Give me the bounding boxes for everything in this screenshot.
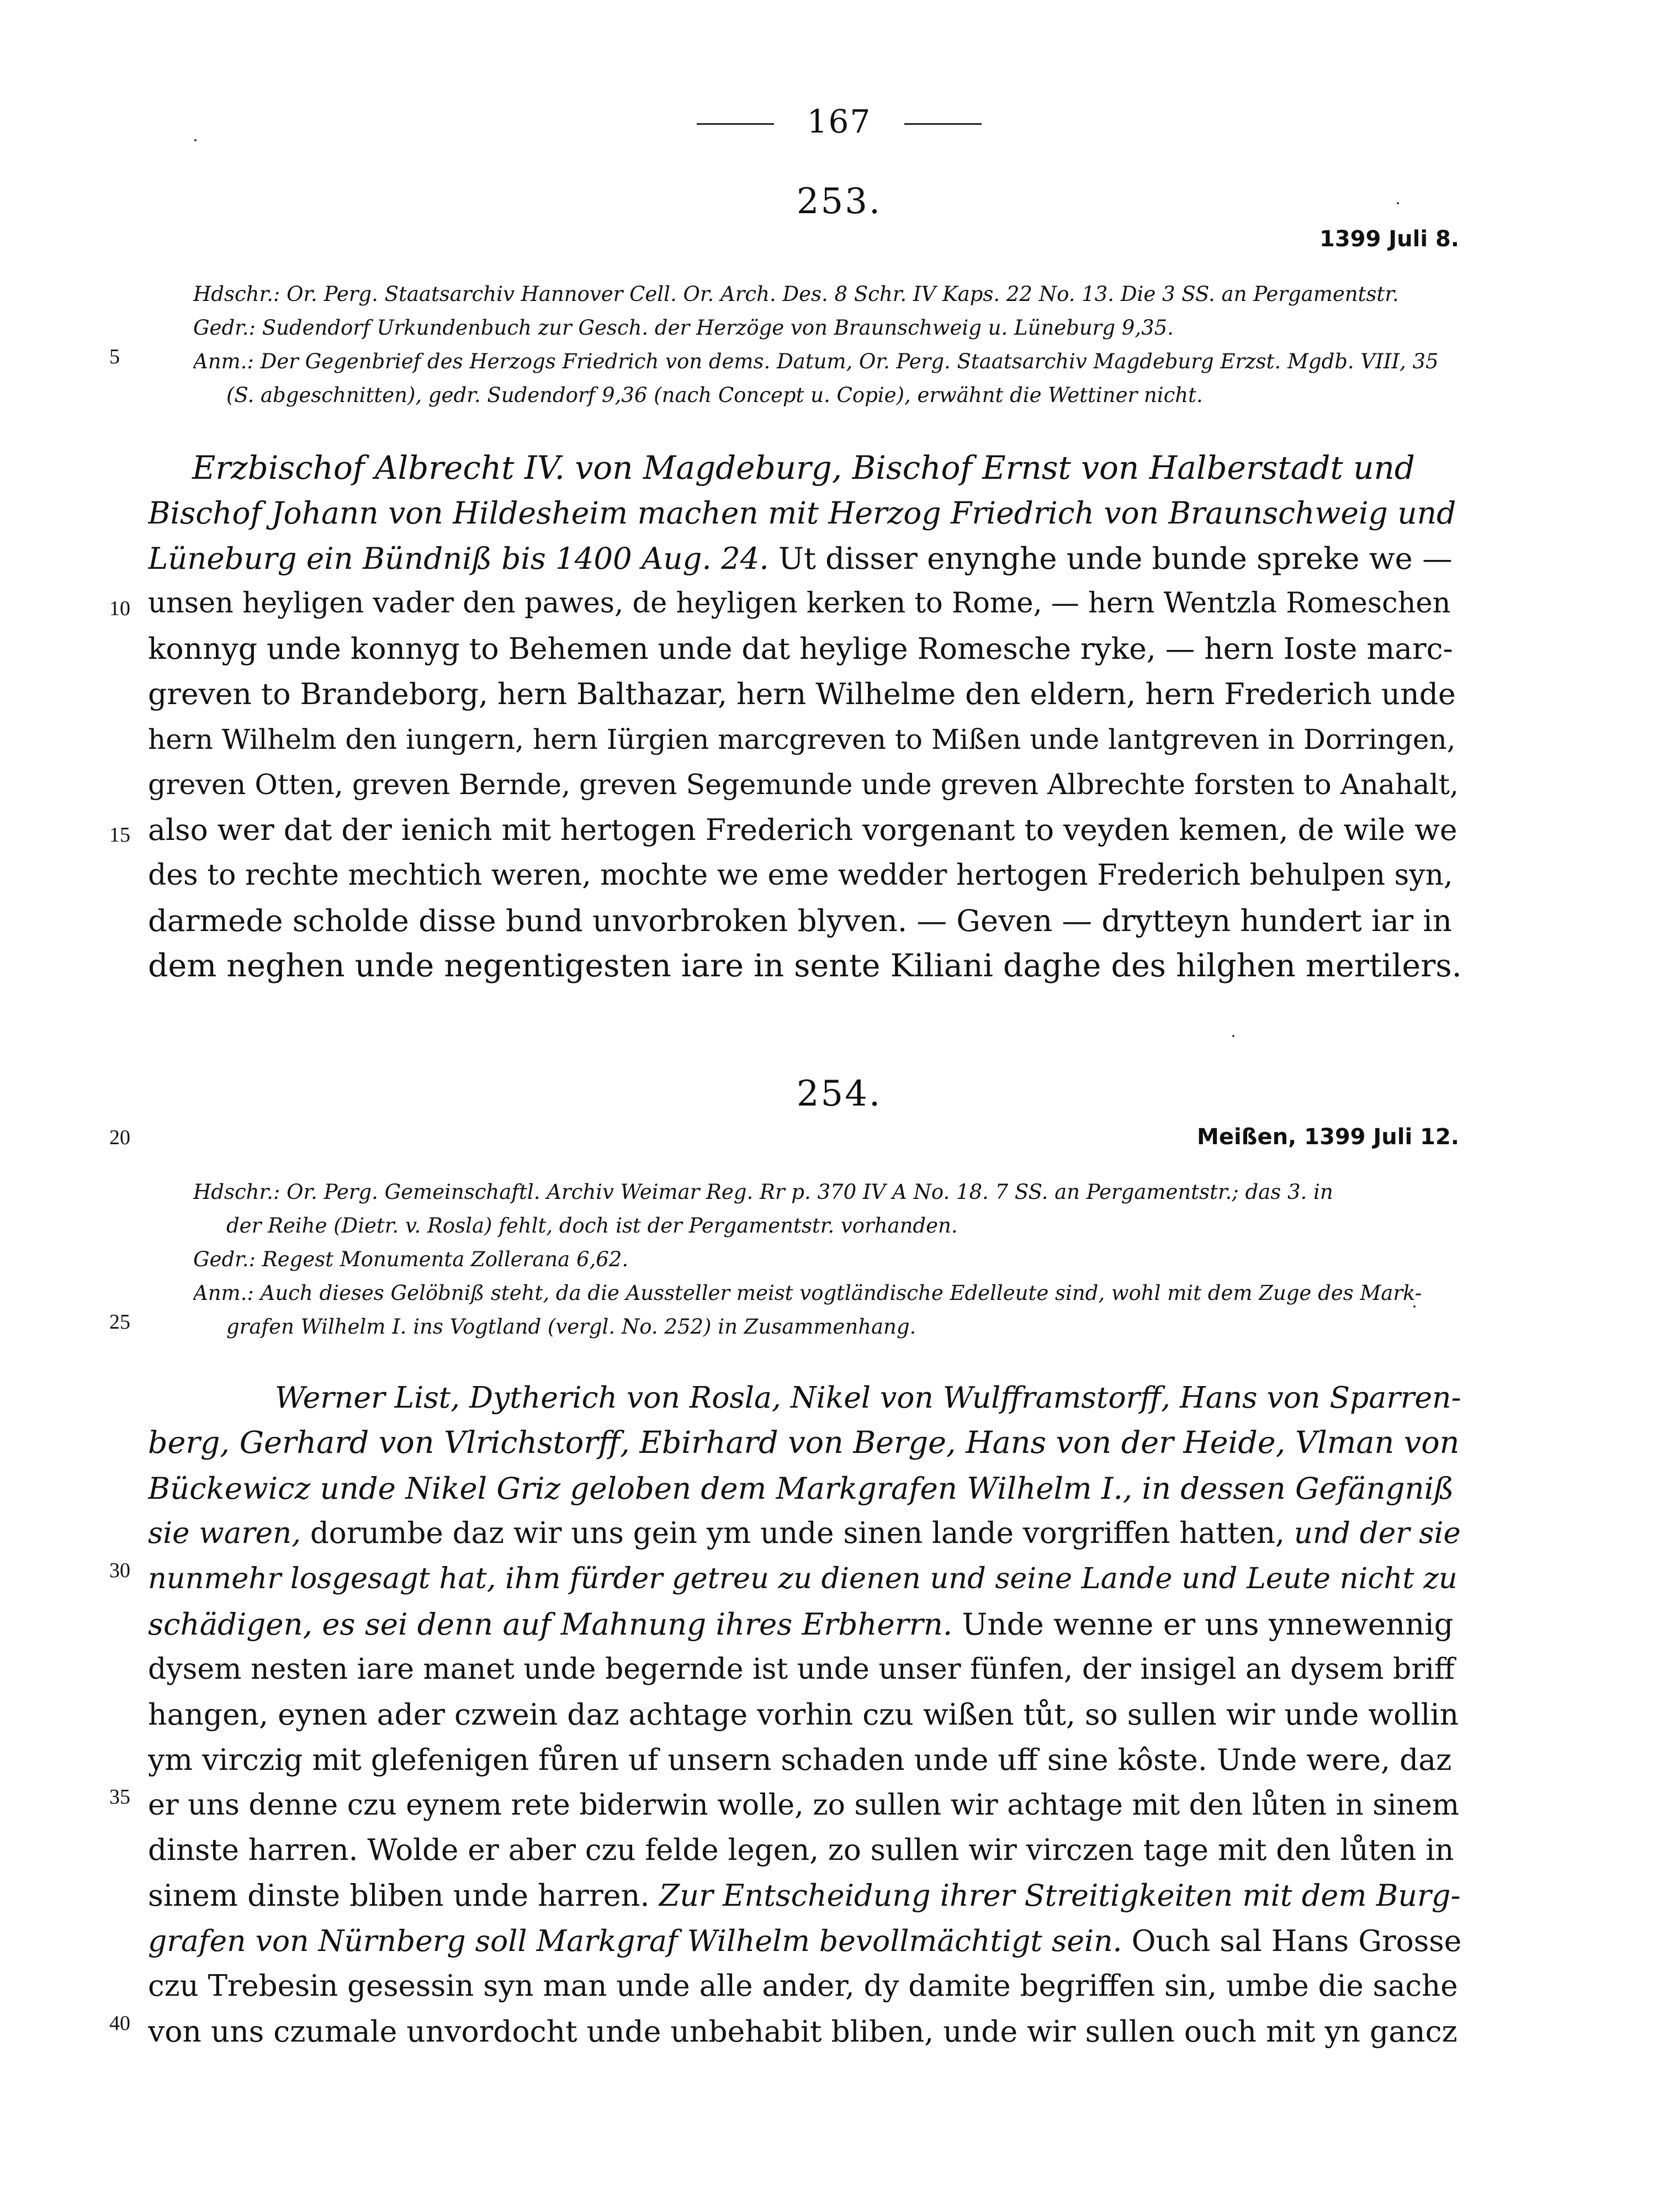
source-text-segment: dorumbe daz wir uns gein ym unde sinen lande vorgriffen hatten, — [301, 1516, 1294, 1550]
apparatus-line: Anm.: Der Gegenbrief des Herzogs Friedrich von dems. Datum, Or. Perg. Staatsarchiv Magdeburg Erzst. Mgdb. VIII, 35 — [193, 350, 1439, 373]
text-line — [148, 1556, 1462, 1601]
text-line — [148, 490, 1462, 536]
apparatus-criticus — [193, 277, 1463, 412]
source-text-segment: also wer dat der ienich mit hertogen Frederich vorgenant to veyden kemen, de wile we — [148, 812, 1458, 847]
margin-line-number: 40 — [109, 2012, 130, 2035]
source-text-segment: konnyg unde konnyg to Behemen unde dat heylige Romesche ryke, — hern Ioste marc- — [148, 631, 1453, 666]
margin-line-number: 35 — [109, 1785, 130, 1809]
text-line — [148, 1828, 1462, 1873]
document-date: Meißen, 1399 Juli 12. — [1197, 1124, 1459, 1150]
text-line — [148, 1737, 1462, 1783]
source-text-segment: darmede scholde disse bund unvorbroken blyven. — Geven — drytteyn hundert iar in — [148, 903, 1452, 938]
editorial-summary-segment: sie waren, — [148, 1516, 301, 1550]
source-text-segment: von uns czumale unvordocht unde unbehabit bliben, unde wir sullen ouch mit yn gancz — [148, 2014, 1458, 2049]
editorial-summary-segment: Erzbischof Albrecht IV. von Magdeburg, Bischof Ernst von Halberstadt und — [192, 449, 1415, 487]
scan-speck — [194, 139, 197, 141]
source-text-segment: dem neghen unde negentigesten iare in sente Kiliani daghe des hilghen mertilers. — [148, 948, 1462, 984]
margin-line-number: 20 — [109, 1126, 130, 1149]
source-text-segment: unsen heyligen vader den pawes, de heyligen kerken to Rome, — hern Wentzla Romeschen — [148, 587, 1451, 620]
text-line — [148, 1375, 1462, 1420]
source-text-segment: Ut disser enynghe unde bunde spreke we — — [769, 541, 1453, 576]
text-line — [148, 717, 1462, 762]
header-rule-right — [904, 123, 982, 125]
text-line — [148, 626, 1462, 671]
document-text — [148, 1375, 1462, 2054]
source-text-segment: czu Trebesin gesessin syn man unde alle ander, dy damite begriffen sin, umbe die sache — [148, 1969, 1458, 2003]
editorial-summary-segment: schädigen, es sei denn auf Mahnung ihres Erbherrn. — [148, 1606, 953, 1642]
editorial-summary-segment: grafen von Nürnberg soll Markgraf Wilhelm bevollmächtigt sein. — [148, 1923, 1122, 1958]
text-line — [148, 943, 1462, 988]
apparatus-line: der Reihe (Dietr. v. Rosla) fehlt, doch ist der Pergamentstr. vorhanden. — [226, 1214, 958, 1238]
source-text-segment: hern Wilhelm den iungern, hern Iürgien marcgreven to Mißen unde lantgreven in Dorringen, — [148, 723, 1456, 755]
document-number: 253. — [796, 181, 882, 222]
text-line — [148, 1964, 1462, 2009]
apparatus-line: (S. abgeschnitten), gedr. Sudendorf 9,36 (nach Concept u. Copie), erwähnt die Wettiner nicht. — [226, 383, 1203, 407]
editorial-summary-segment: Werner List, Dytherich von Rosla, Nikel von Wulfframstorff, Hans von Sparren- — [275, 1380, 1461, 1415]
text-line — [148, 1466, 1462, 1511]
source-text-segment: er uns denne czu eynem rete biderwin wolle, zo sullen wir achtage mit den lůten in sinem — [148, 1789, 1460, 1822]
text-line — [148, 853, 1462, 898]
margin-line-number: 5 — [109, 345, 120, 368]
scan-speck — [1232, 1035, 1234, 1037]
text-line — [148, 1601, 1462, 1647]
source-text-segment: Unde wenne er uns ynnewennig — [952, 1606, 1454, 1642]
apparatus-criticus — [193, 1175, 1463, 1344]
margin-line-number: 30 — [109, 1559, 130, 1582]
text-line — [148, 1783, 1462, 1828]
scan-speck — [1397, 202, 1399, 204]
document-text — [148, 445, 1462, 988]
margin-line-number: 25 — [109, 1310, 130, 1334]
page-header — [651, 103, 1027, 140]
editorial-summary-segment: Zur Entscheidung ihrer Streitigkeiten mit dem Burg- — [659, 1878, 1461, 1913]
text-line — [148, 807, 1462, 853]
text-line — [148, 1420, 1462, 1466]
source-text-segment: dysem nesten iare manet unde begernde ist unde unser fünfen, der insigel an dysem briff — [148, 1653, 1455, 1686]
text-line — [148, 1647, 1462, 1692]
text-line — [148, 671, 1462, 717]
source-text-segment: sinem dinste bliben unde harren. — [148, 1878, 659, 1913]
document-number: 254. — [796, 1074, 882, 1114]
editorial-summary-segment: nunmehr losgesagt hat, ihm fürder getreu zu dienen und seine Lande und Leute nicht zu — [148, 1562, 1458, 1595]
text-line — [148, 445, 1462, 490]
source-text-segment: dinste harren. Wolde er aber czu felde legen, zo sullen wir virczen tage mit den lůten in — [148, 1833, 1454, 1867]
document-date: 1399 Juli 8. — [1319, 226, 1459, 252]
apparatus-line: Anm.: Auch dieses Gelöbniß steht, da die Aussteller meist vogtländische Edelleute sind, wohl mit dem Zuge des Mark- — [193, 1281, 1422, 1305]
text-line — [148, 1511, 1462, 1556]
scan-speck — [1413, 1305, 1416, 1308]
text-line — [148, 536, 1462, 581]
apparatus-line: Gedr.: Regest Monumenta Zollerana 6,62. — [193, 1247, 629, 1271]
margin-line-number: 15 — [109, 823, 130, 847]
editorial-summary-segment: Lüneburg ein Bündniß bis 1400 Aug. 24. — [148, 541, 769, 576]
text-line — [148, 1873, 1462, 1918]
source-text-segment: hangen, eynen ader czwein daz achtage vorhin czu wißen tůt, so sullen wir unde wollin — [148, 1697, 1459, 1732]
editorial-summary-segment: berg, Gerhard von Vlrichstorff, Ebirhard von Berge, Hans von der Heide, Vlman von — [148, 1425, 1460, 1461]
apparatus-line: Hdschr.: Or. Perg. Gemeinschaftl. Archiv Weimar Reg. Rr p. 370 IV A No. 18. 7 SS. an Pergamentstr.; das 3. in — [193, 1180, 1333, 1204]
text-line — [148, 898, 1462, 943]
editorial-summary-segment: Bischof Johann von Hildesheim machen mit Herzog Friedrich von Braunschweig und — [148, 495, 1456, 531]
margin-line-number: 10 — [109, 597, 130, 620]
apparatus-line: Hdschr.: Or. Perg. Staatsarchiv Hannover Cell. Or. Arch. Des. 8 Schr. IV Kaps. 22 No. 13. Die 3 SS. an Pergamentstr. — [193, 282, 1399, 306]
source-text-segment: greven Otten, greven Bernde, greven Segemunde unde greven Albrechte forsten to Anahalt, — [148, 768, 1459, 801]
text-line — [148, 1692, 1462, 1737]
apparatus-line: Gedr.: Sudendorf Urkundenbuch zur Gesch. der Herzöge von Braunschweig u. Lüneburg 9,35. — [193, 316, 1174, 340]
source-text-segment: greven to Brandeborg, hern Balthazar, hern Wilhelme den eldern, hern Frederich unde — [148, 676, 1456, 711]
source-text-segment: des to rechte mechtich weren, mochte we eme wedder hertogen Frederich behulpen syn, — [148, 859, 1453, 892]
apparatus-line: grafen Wilhelm I. ins Vogtland (vergl. No. 252) in Zusammenhang. — [226, 1315, 916, 1339]
text-line — [148, 1918, 1462, 1964]
editorial-summary-segment: und der sie — [1294, 1516, 1461, 1550]
page-number: 167 — [807, 103, 872, 140]
text-line — [148, 762, 1462, 807]
source-text-segment: ym virczig mit glefenigen fůren uf unsern schaden unde uff sine kôste. Unde were, daz — [148, 1742, 1452, 1777]
text-line — [148, 581, 1462, 626]
text-line — [148, 2009, 1462, 2054]
header-rule-left — [697, 123, 774, 125]
source-text-segment: Ouch sal Hans Grosse — [1122, 1923, 1462, 1958]
editorial-summary-segment: Bückewicz unde Nikel Griz geloben dem Markgrafen Wilhelm I., in dessen Gefängniß — [148, 1471, 1454, 1506]
